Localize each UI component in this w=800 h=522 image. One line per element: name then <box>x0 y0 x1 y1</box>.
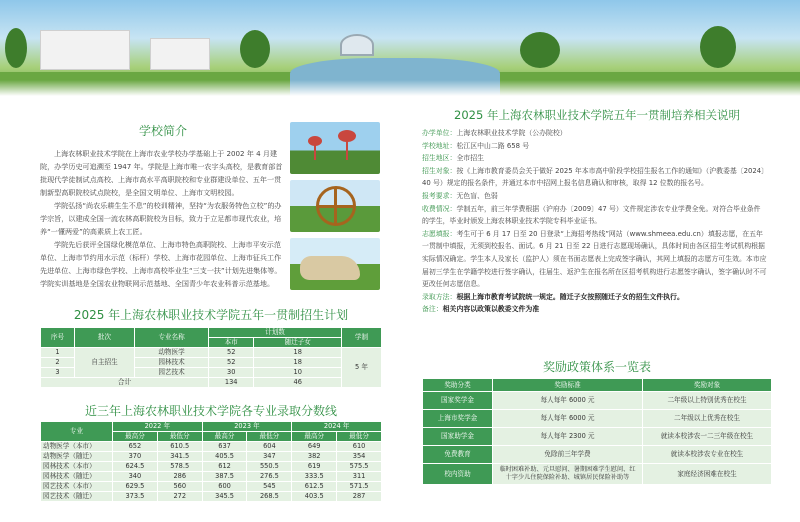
aid-title: 奖励政策体系一览表 <box>542 360 651 374</box>
scores-table <box>40 421 382 502</box>
aid-table <box>422 378 772 485</box>
guide-item: 备注：相关内容以政策以教委文件为准 <box>422 305 540 314</box>
col-min: 最低分 <box>247 432 292 442</box>
score-cell: 345.5 <box>202 492 247 502</box>
col-major: 专业 <box>41 422 113 442</box>
col-standard: 奖励标准 <box>493 379 643 392</box>
cell: 合计 <box>41 378 209 388</box>
col-max: 最高分 <box>292 432 337 442</box>
plan-title: 2025 年上海农林职业技术学院五年一贯制招生计划 <box>73 308 349 322</box>
col-category: 奖助分类 <box>423 379 493 392</box>
score-cell: 610 <box>337 442 382 452</box>
guide-item: 办学单位：上海农林职业技术学院（公办院校） <box>422 129 567 137</box>
tree-shape <box>520 32 560 68</box>
intro-title: 学校简介 <box>138 124 187 138</box>
target-cell: 二年级以上特别优秀在校生 <box>643 392 772 410</box>
score-cell: 276.5 <box>247 472 292 482</box>
std-cell: 每人每年 2300 元 <box>493 428 643 446</box>
table-row <box>41 462 382 472</box>
table-row <box>423 446 772 464</box>
score-cell: 612 <box>202 462 247 472</box>
score-cell: 382 <box>292 452 337 462</box>
table-row <box>41 472 382 482</box>
score-cell: 624.5 <box>113 462 158 472</box>
major-cell: 园艺技术（本市） <box>41 482 113 492</box>
major-cell: 园林技术（随迁） <box>41 472 113 482</box>
score-cell: 545 <box>247 482 292 492</box>
score-cell: 354 <box>337 452 382 462</box>
col-batch: 批次 <box>75 328 135 348</box>
col-min: 最低分 <box>337 432 382 442</box>
score-cell: 333.5 <box>292 472 337 482</box>
dome-shape <box>340 34 374 56</box>
waterwheel-photo <box>290 180 380 232</box>
intro-paragraph: 学院弘扬“尚农乐耕生生不息”的校训精神，坚持“为农服务特色立校”的办学宗旨，以建成全国一流农林高职院校为目标，致力于立足都市现代农业，培养“一懂两爱”的高素质上农工匠。 <box>40 201 282 236</box>
cell: 园艺技术 <box>135 368 209 378</box>
target-cell: 就读本校涉农一二三年级在校生 <box>643 428 772 446</box>
tree-shape <box>5 28 27 68</box>
building-shape <box>150 38 210 70</box>
plan-table <box>40 327 382 388</box>
score-cell: 268.5 <box>247 492 292 502</box>
k-cell: 国家助学金 <box>423 428 493 446</box>
table-row <box>41 482 382 492</box>
major-cell: 园艺技术（随迁） <box>41 492 113 502</box>
score-cell: 612.5 <box>292 482 337 492</box>
target-cell: 二年级以上优秀在校生 <box>643 410 772 428</box>
score-cell: 619 <box>292 462 337 472</box>
score-cell: 610.5 <box>157 442 202 452</box>
batch-cell: 自主招生 <box>75 348 135 378</box>
guide-title: 2025 年上海农林职业技术学院五年一贯制培养相关说明 <box>454 108 740 122</box>
score-cell: 604 <box>247 442 292 452</box>
score-cell: 370 <box>113 452 158 462</box>
guide-item: 录取方法：根据上海市教育考试院统一规定。随迁子女按照随迁子女的招生文件执行。 <box>422 292 684 301</box>
col-years: 学制 <box>342 328 382 348</box>
k-cell: 免费教育 <box>423 446 493 464</box>
k-cell: 国家奖学金 <box>423 392 493 410</box>
col-year: 2022 年 <box>113 422 203 432</box>
cell: 46 <box>254 378 342 388</box>
score-cell: 649 <box>292 442 337 452</box>
campus-banner-photo <box>0 0 800 96</box>
cell: 1 <box>41 348 75 358</box>
tree-shape <box>240 30 270 68</box>
score-cell: 550.5 <box>247 462 292 472</box>
score-cell: 272 <box>157 492 202 502</box>
cell: 18 <box>254 358 342 368</box>
score-cell: 578.5 <box>157 462 202 472</box>
intro-paragraph: 上海农林职业技术学院在上海市农业学校办学基础上于 2002 年 4 月建院，办学历史可追溯至 1947 年。学院是上海市唯一农字头高校，是教育部首批现代学徒制试点高校、上海市高水平高职院校和专业群建设单位、五年一贯制新型高职院校试点院校，是全国文明单位、上海市文明校园。 <box>40 149 283 197</box>
col-year: 2024 年 <box>292 422 382 432</box>
col-max: 最高分 <box>202 432 247 442</box>
cell: 3 <box>41 368 75 378</box>
score-cell: 652 <box>113 442 158 452</box>
cell: 30 <box>209 368 254 378</box>
cell: 动物医学 <box>135 348 209 358</box>
table-row <box>423 464 772 485</box>
col-outside: 随迁子女 <box>254 338 342 348</box>
col-major: 专业名称 <box>135 328 209 348</box>
col-local: 本市 <box>209 338 254 348</box>
score-cell: 575.5 <box>337 462 382 472</box>
score-cell: 287 <box>337 492 382 502</box>
table-row <box>423 428 772 446</box>
col-no: 序号 <box>41 328 75 348</box>
cell: 18 <box>254 348 342 358</box>
total-row <box>41 378 382 388</box>
col-min: 最低分 <box>157 432 202 442</box>
std-cell: 临时困难补助、元旦慰问、暑期困难学生慰问、红十字少儿住院保险补助、城镇居民保险补助等 <box>493 464 643 485</box>
guide-section <box>422 127 767 316</box>
col-plan: 计划数 <box>209 328 342 338</box>
tree-shape <box>700 26 736 68</box>
table-row <box>41 452 382 462</box>
major-cell: 动物医学（随迁） <box>41 452 113 462</box>
score-cell: 286 <box>157 472 202 482</box>
score-cell: 560 <box>157 482 202 492</box>
scores-title: 近三年上海农林职业技术学院各专业录取分数线 <box>84 404 337 418</box>
target-cell: 就读本校涉农专业在校生 <box>643 446 772 464</box>
score-cell: 403.5 <box>292 492 337 502</box>
score-cell: 637 <box>202 442 247 452</box>
photo-column <box>290 122 380 296</box>
cell: 园林技术 <box>135 358 209 368</box>
cell: 134 <box>209 378 254 388</box>
guide-item: 招生对象：按《上海市教育委员会关于做好 2025 年本市高中阶段学校招生报名工作的通知》（沪教委基〔2024〕40 号）规定的报名条件，并通过本市中招网上报名信息确认和审核，取得 12 位数的报名号。 <box>422 166 765 188</box>
table-row <box>41 492 382 502</box>
cell: 10 <box>254 368 342 378</box>
years-cell: 5 年 <box>342 348 382 388</box>
guide-item: 志愿填报：考生可于 6 月 17 日至 20 日登录“上海招考热线”网站（www.shmeea.edu.cn）填报志愿，在五年一贯制中填报，无须到校报名、面试。6 月 21 日至 22 日进行志愿现场确认，具体时间由各区招生考试机构根据实际情况确定。学生本人及家长（监护人）须在书面志愿表上完成签字确认，其网上填报的志愿方可生效。本市应届初三学生在学籍学校进行签字确认，往届生、返沪生在报名所在区招考机构进行志愿签字确认，签字确认时不可更改任何志愿信息。 <box>422 229 767 289</box>
score-cell: 373.5 <box>113 492 158 502</box>
gardens-photo <box>290 122 380 174</box>
major-cell: 园林技术（本市） <box>41 462 113 472</box>
guide-item: 报考要求：无色盲、色弱 <box>422 191 498 200</box>
std-cell: 免除前三年学费 <box>493 446 643 464</box>
major-cell: 动物医学（本市） <box>41 442 113 452</box>
guide-item: 学校地址：松江区中山二路 658 号 <box>422 141 530 150</box>
std-cell: 每人每年 6000 元 <box>493 410 643 428</box>
score-cell: 311 <box>337 472 382 482</box>
score-cell: 571.5 <box>337 482 382 492</box>
score-cell: 340 <box>113 472 158 482</box>
score-cell: 600 <box>202 482 247 492</box>
cell: 52 <box>209 358 254 368</box>
score-cell: 629.5 <box>113 482 158 492</box>
stone-sign-photo <box>290 238 380 290</box>
cell: 52 <box>209 348 254 358</box>
k-cell: 上海市奖学金 <box>423 410 493 428</box>
score-cell: 341.5 <box>157 452 202 462</box>
table-row <box>41 442 382 452</box>
col-max: 最高分 <box>113 432 158 442</box>
intro-section <box>40 122 286 290</box>
target-cell: 家庭经济困难在校生 <box>643 464 772 485</box>
score-cell: 387.5 <box>202 472 247 482</box>
table-row <box>423 392 772 410</box>
score-cell: 347 <box>247 452 292 462</box>
table-row <box>423 410 772 428</box>
intro-paragraph: 学院先后获评全国绿化模范单位、上海市特色高职院校、上海市平安示范单位、上海市节约用水示范（标杆）学校、上海市花园单位、上海市征兵工作先进单位、上海市绿色学校、上海市高校毕业生“三支一扶”计划先进集体等。学院实训基地是全国农业物联网示范基地、全国青少年农业科普示范基地。 <box>40 240 282 288</box>
table-row <box>41 348 382 358</box>
k-cell: 校内资助 <box>423 464 493 485</box>
score-cell: 405.5 <box>202 452 247 462</box>
guide-item: 收费情况：学制五年，前三年学费根据（沪府办〔2009〕47 号）文件规定涉农专业学费全免。对符合毕业条件的学生，毕业时颁发上海农林职业技术学院专科毕业证书。 <box>422 204 761 226</box>
cell: 2 <box>41 358 75 368</box>
std-cell: 每人每年 6000 元 <box>493 392 643 410</box>
guide-item: 招生地区：全市招生 <box>422 154 485 163</box>
col-year: 2023 年 <box>202 422 292 432</box>
col-target: 奖励对象 <box>643 379 772 392</box>
building-shape <box>40 30 130 70</box>
